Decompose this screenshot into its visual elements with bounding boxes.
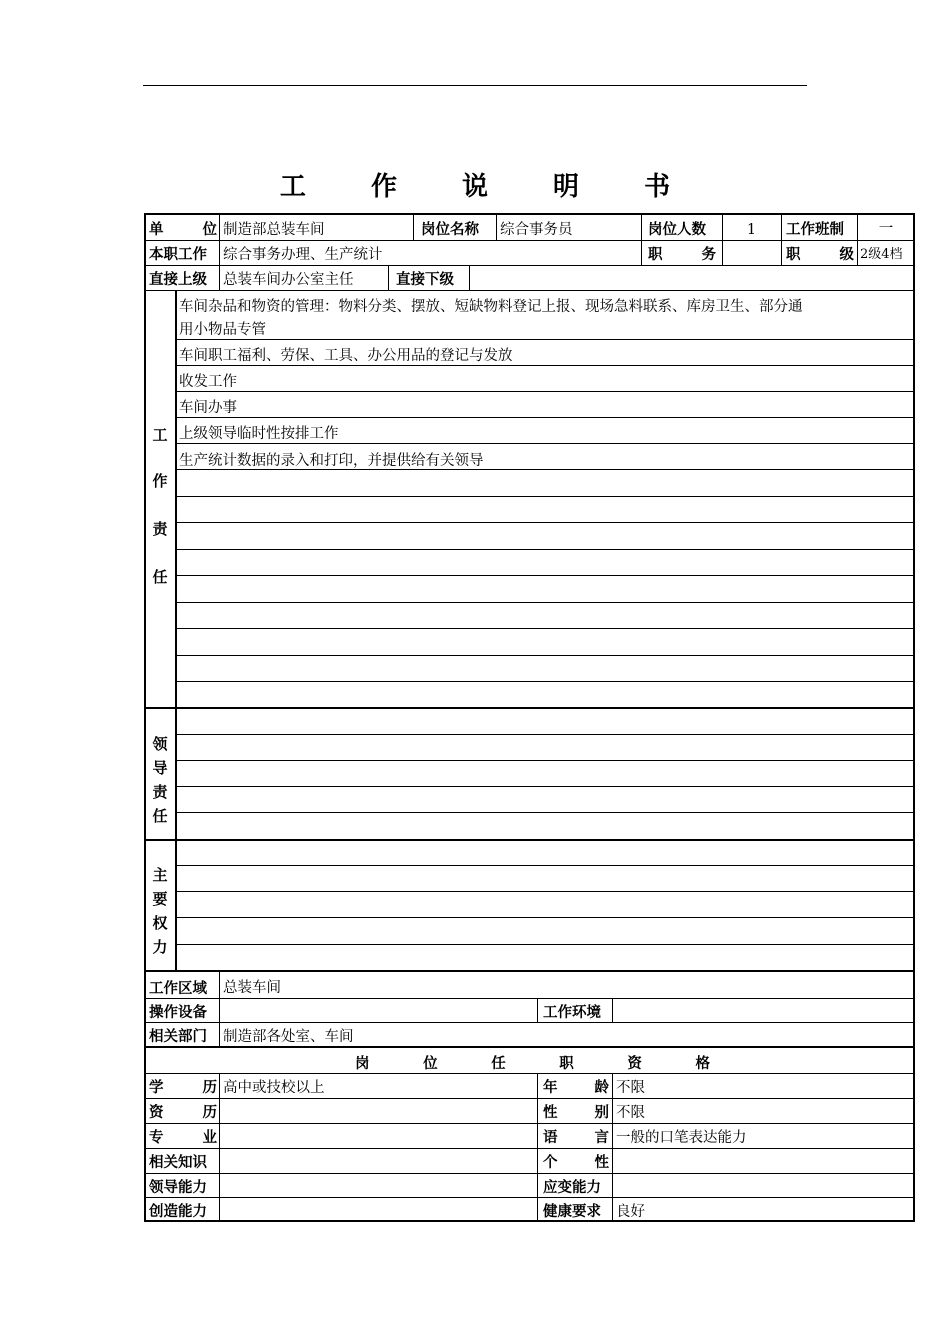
section-divider: [144, 839, 915, 841]
qual-value-right: 一般的口笔表达能力: [616, 1130, 747, 1146]
line-divider: [175, 391, 915, 392]
qual-value-left: 高中或技校以上: [223, 1080, 325, 1096]
superior-label: 直接上级: [149, 272, 207, 288]
related-dept-value: 制造部各处室、车间: [223, 1029, 354, 1045]
line-divider: [175, 496, 915, 497]
leadership-label-char: 领: [152, 735, 168, 753]
responsibilities-label-char: 作: [152, 472, 168, 490]
responsibility-item: 用小物品专管: [179, 322, 266, 338]
line-divider: [175, 760, 915, 761]
responsibilities-label-char: 工: [152, 426, 168, 444]
equipment-label: 操作设备: [149, 1005, 207, 1021]
qual-label-left: 学 历: [149, 1080, 217, 1096]
col-divider: [469, 265, 470, 290]
grade-label: 职 级: [786, 247, 854, 263]
col-divider: [537, 1073, 538, 1222]
qual-value-right: 不限: [616, 1105, 645, 1121]
line-divider: [175, 891, 915, 892]
section-divider: [144, 707, 915, 709]
unit-label: 单 位: [149, 222, 217, 238]
responsibility-item: 车间职工福利、劳保、工具、办公用品的登记与发放: [179, 348, 513, 364]
qual-label-left: 专 业: [149, 1130, 217, 1146]
leadership-label-char: 任: [152, 807, 168, 825]
leadership-label-char: 责: [152, 783, 168, 801]
line-divider: [175, 339, 915, 340]
post-name-value: 综合事务员: [500, 222, 573, 238]
work-area-label: 工作区域: [149, 981, 207, 997]
responsibilities-label-char: 责: [152, 520, 168, 538]
unit-value: 制造部总装车间: [223, 222, 325, 238]
col-divider: [413, 213, 414, 240]
related-dept-label: 相关部门: [149, 1029, 207, 1045]
qual-label-right: 年 龄: [543, 1080, 609, 1096]
responsibility-item: 生产统计数据的录入和打印，并提供给有关领导: [179, 453, 484, 469]
row-divider: [144, 1197, 915, 1198]
work-area-value: 总装车间: [223, 980, 281, 996]
qual-label-right: 应变能力: [543, 1180, 601, 1196]
line-divider: [175, 655, 915, 656]
qual-value-right: 良好: [616, 1204, 645, 1220]
row-divider: [144, 240, 915, 241]
authority-label-char: 主: [152, 866, 168, 884]
col-divider: [219, 970, 220, 1046]
job-label: 本职工作: [149, 247, 207, 263]
qual-label-right: 个 性: [543, 1155, 609, 1171]
col-divider: [496, 213, 497, 240]
responsibility-item: 车间办事: [179, 400, 237, 416]
row-divider: [144, 1022, 915, 1023]
col-divider: [219, 213, 220, 290]
row-divider: [144, 1173, 915, 1174]
row-divider: [144, 1148, 915, 1149]
section-divider: [144, 970, 915, 972]
post-name-label: 岗位名称: [421, 222, 479, 238]
line-divider: [175, 549, 915, 550]
line-divider: [175, 681, 915, 682]
line-divider: [175, 944, 915, 945]
col-divider: [219, 1073, 220, 1222]
col-divider: [388, 265, 389, 290]
headcount-value: 1: [746, 222, 757, 238]
col-divider: [175, 290, 177, 970]
line-divider: [175, 865, 915, 866]
row-divider: [144, 265, 915, 266]
qual-label-left: 相关知识: [149, 1155, 207, 1171]
shift-value: 一: [878, 221, 894, 237]
superior-value: 总装车间办公室主任: [223, 272, 354, 288]
col-divider: [612, 998, 613, 1022]
row-divider: [144, 1123, 915, 1124]
page-title: 工 作 说 明 书: [279, 172, 699, 202]
line-divider: [175, 602, 915, 603]
row-divider: [144, 290, 915, 291]
qual-label-left: 创造能力: [149, 1204, 207, 1220]
responsibilities-label-char: 任: [152, 568, 168, 586]
row-divider: [144, 1098, 915, 1099]
headcount-label: 岗位人数: [648, 222, 706, 238]
header-rule: [143, 85, 807, 86]
line-divider: [175, 628, 915, 629]
responsibility-item: 车间杂品和物资的管理：物料分类、摆放、短缺物料登记上报、现场急料联系、库房卫生、部分通: [179, 299, 803, 315]
authority-label-char: 要: [152, 890, 168, 908]
line-divider: [175, 786, 915, 787]
authority-label-char: 权: [152, 914, 168, 932]
line-divider: [175, 575, 915, 576]
duty-label: 职 务: [648, 247, 716, 263]
col-divider: [781, 213, 782, 265]
grade-value: 2级4档: [860, 247, 903, 262]
qualification-header: 岗 位 任 职 资 格: [355, 1056, 710, 1072]
qual-label-left: 资 历: [149, 1105, 217, 1121]
line-divider: [175, 734, 915, 735]
line-divider: [175, 522, 915, 523]
row-divider: [144, 998, 915, 999]
col-divider: [537, 998, 538, 1022]
qual-label-right: 健康要求: [543, 1204, 601, 1220]
line-divider: [175, 812, 915, 813]
environment-label: 工作环境: [543, 1005, 601, 1021]
qual-label-right: 性 别: [543, 1105, 609, 1121]
qual-label-right: 语 言: [543, 1130, 609, 1146]
responsibility-item: 收发工作: [179, 374, 237, 390]
leadership-label-char: 导: [152, 759, 168, 777]
col-divider: [641, 213, 642, 265]
line-divider: [175, 417, 915, 418]
authority-label-char: 力: [152, 938, 168, 956]
line-divider: [175, 917, 915, 918]
job-value: 综合事务办理、生产统计: [223, 247, 383, 263]
subordinate-label: 直接下级: [396, 272, 454, 288]
responsibility-item: 上级领导临时性按排工作: [179, 426, 339, 442]
shift-label: 工作班制: [786, 222, 844, 238]
col-divider: [612, 1073, 613, 1222]
qual-value-right: 不限: [616, 1080, 645, 1096]
qual-label-left: 领导能力: [149, 1180, 207, 1196]
